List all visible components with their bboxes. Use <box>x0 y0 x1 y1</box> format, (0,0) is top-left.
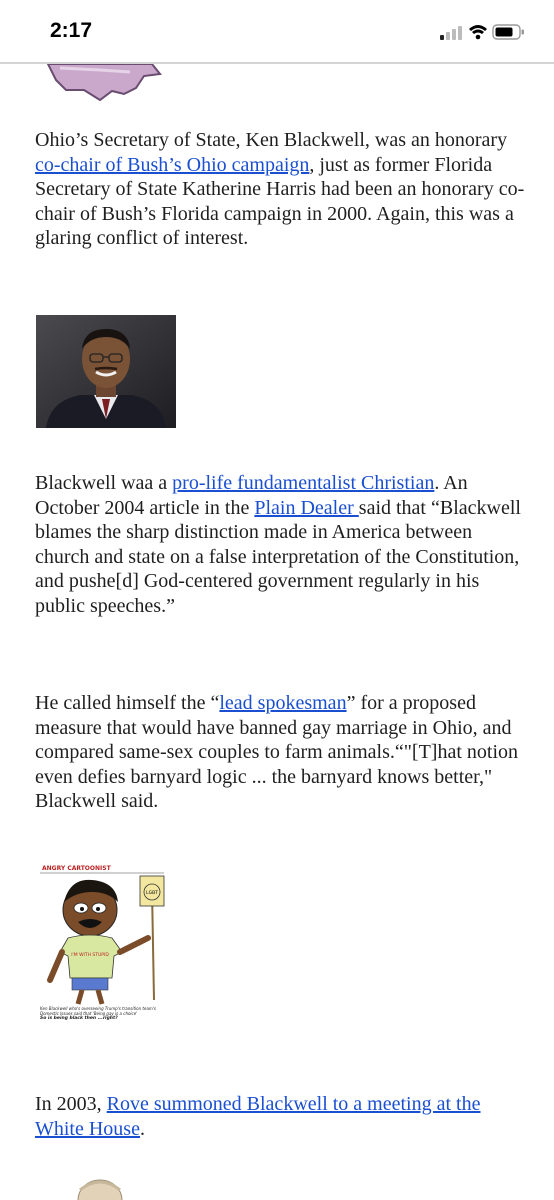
p1-text-after: , just as former Florida Secretary of State Katherine Harris had been an honorary co-chair of Bush’s Florida campaign in 2000. Again, this was a glaring conflict of interest. <box>35 153 525 249</box>
p2-text-mid: . An October 2004 article in the <box>35 472 468 519</box>
p1-text-before: Ohio’s Secretary of State, Ken Blackwell, was an honorary <box>35 129 508 151</box>
p3-text-after: ” for a proposed measure that would have banned gay marriage in Ohio, and compared same-sex couples to farm animals.“"[T]hat notion even defies barnyard logic ... the barnyard knows better," Blackwell said. <box>35 692 518 812</box>
next-image-fragment <box>70 1172 130 1200</box>
p4-text-after: . <box>139 1117 145 1140</box>
link-pro-life-christian[interactable]: pro-life fundamentalist Christian <box>172 472 435 494</box>
link-cochair-ohio-campaign[interactable]: co-chair of Bush’s Ohio campaign <box>35 153 310 176</box>
p2-text-after: said that “Blackwell blames the sharp distinction made in America between church and state on a false interpretation of the Constitution, and pushe[d] God-centered government regularly in his public speeches.” <box>35 496 521 617</box>
link-plain-dealer[interactable]: Plain Dealer <box>254 496 359 519</box>
map-image-fragment <box>40 64 170 104</box>
paragraph-conflict-of-interest <box>35 128 525 251</box>
link-lead-spokesman[interactable]: lead spokesman <box>219 692 347 714</box>
status-time: 2:17 <box>50 19 93 42</box>
p4-text-before: In 2003, <box>35 1093 107 1115</box>
status-icons <box>428 22 528 42</box>
signal-icon <box>440 26 462 40</box>
paragraph-pro-life-christian <box>35 471 525 618</box>
wifi-icon <box>469 25 487 39</box>
cartoon-sign-text: LGBT <box>146 891 158 896</box>
battery-icon <box>493 25 524 39</box>
cartoon-header: ANGRY CARTOONIST <box>42 865 111 872</box>
cartoon-shirt-text: I'M WITH STUPID <box>71 953 109 958</box>
p3-text-before: He called himself the “ <box>35 692 220 714</box>
cartoon-caption: Ken Blackwell who's overseeing Trump's transition team's Domestic Issues said that 'Being gay is a choice' <box>40 1006 156 1016</box>
status-bar <box>0 0 554 62</box>
p2-text-before: Blackwell waa a <box>35 472 173 494</box>
blackwell-portrait <box>36 315 176 428</box>
political-cartoon-image <box>36 858 176 1033</box>
paragraph-gay-marriage-ban <box>35 691 525 814</box>
paragraph-rove-meeting <box>35 1092 525 1141</box>
link-rove-summoned-blackwell[interactable]: Rove summoned Blackwell to a meeting at the White House <box>35 1093 481 1140</box>
cartoon-caption-punchline: So is being black then ...right? <box>40 1016 118 1021</box>
